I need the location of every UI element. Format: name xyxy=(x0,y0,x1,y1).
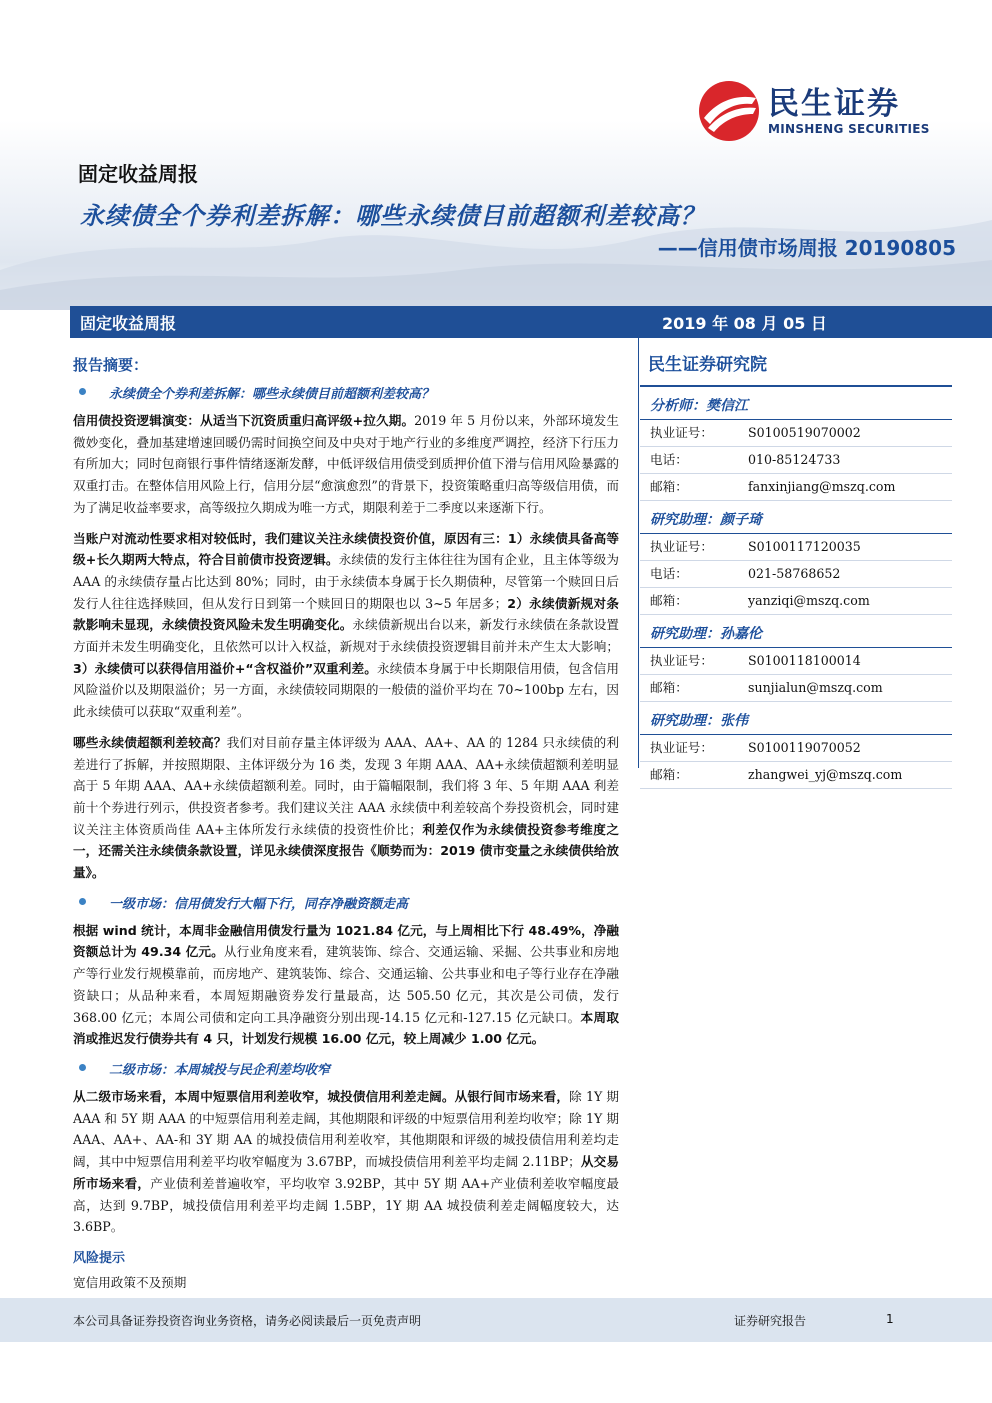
sidebar-divider xyxy=(638,338,639,768)
bullet-heading-3: 二级市场：本周城投与民企利差均收窄 xyxy=(73,1059,619,1078)
paragraph-2: 当账户对流动性要求相对较低时，我们建议关注永续债投资价值，原因有三：1）永续债具备高等级+长久期两大特点，符合目前债市投资逻辑。永续债的发行主体往往为国有企业，且主体等级为 AAA 的永续债存量占比达到 80%；同时，由于永续债本身属于长久期债种，尽管第一个赎回日后发行人往往选择赎回，但从发行日到第一个赎回日的期限也以 3~5 年居多；2）永续债新规对条款影响未显现，永续债投资风险未发生明确变化。永续债新规出台以来，新发行永续债在条款设置方面并未发生明确变化，且依然可以计入权益，新规对于永续债投资逻辑目前并未产生太大影响；3）永续债可以获得信用溢价+“含权溢价”双重利差。永续债本身属于中长期限信用债，包含信用风险溢价以及期限溢价；另一方面，永续债较同期限的一般债的溢价平均在 70~100bp 左右，因此永续债可以获取“双重利差”。 xyxy=(73,530,620,720)
document-type: 固定收益周报 xyxy=(78,162,198,186)
risk-text: 宽信用政策不及预期 xyxy=(73,1274,187,1290)
summary-heading: 报告摘要： xyxy=(73,356,149,374)
info-row: 邮箱： zhangwei_yj@mszq.com xyxy=(640,762,952,789)
info-row: 邮箱： yanziqi@mszq.com xyxy=(640,588,952,615)
bullet-heading-1: 永续债全个券利差拆解：哪些永续债目前超额利差较高？ xyxy=(73,383,619,402)
analyst-sidebar xyxy=(640,338,952,789)
paragraph-3: 哪些永续债超额利差较高？我们对目前存量主体评级为 AAA、AA+、AA 的 1284 只永续债的利差进行了拆解，并按照期限、主体评级分为 16 类，发现 3 年期 AAA、AA+永续债超额利差明显高于 5 年期 AAA、AA+永续债超额利差。同时，由于篇幅限制，我们将 3 年、5 年期 AAA 利差前十个券进行列示，供投资者参考。我们建议关注 AAA 永续债中利差较高个券投资机会，同时建议关注主体资质尚佳 AA+主体所发行永续债的投资性价比；利差仅作为永续债投资参考维度之一，还需关注永续债条款设置，详见永续债深度报告《顺势而为：2019 债市变量之永续债供给放量》。 xyxy=(73,734,620,881)
paragraph-5: 从二级市场来看，本周中短票信用利差收窄，城投债信用利差走阔。从银行间市场来看，除 1Y 期 AAA 和 5Y 期 AAA 的中短票信用利差走阔，其他期限和评级的中短票信用利差均收窄；除 1Y 期 AAA、AA+、AA-和 3Y 期 AA 的城投债信用利差收窄，其他期限和评级的城投债信用利差均走阔，其中中短票信用利差平均收窄幅度为 3.67BP，而城投债信用利差平均走阔 2.11BP；从交易所市场来看，产业债利差普遍收窄，平均收窄 3.92BP，其中 5Y 期 AA+产业债利差收窄幅度最高，达到 9.7BP，城投债信用利差平均走阔 1.5BP，1Y 期 AA 城投债利差走阔幅度较大，达 3.6BP。 xyxy=(73,1088,620,1235)
info-row: 执业证号： S0100118100014 xyxy=(640,648,952,675)
report-subtitle: ——信用债市场周报 20190805 xyxy=(657,236,956,260)
assistant-name: 研究助理：颜子琦 xyxy=(640,501,952,534)
info-row: 邮箱： sunjialun@mszq.com xyxy=(640,675,952,702)
band-date: 2019 年 08 月 05 日 xyxy=(662,314,827,333)
risk-heading: 风险提示 xyxy=(73,1250,126,1266)
header-band xyxy=(70,306,992,338)
page-number: 1 xyxy=(886,1312,894,1326)
report-title: 永续债全个券利差拆解：哪些永续债目前超额利差较高？ xyxy=(80,202,705,230)
minsheng-logo-icon xyxy=(696,78,762,144)
bullet-heading-2: 一级市场：信用债发行大幅下行，同存净融资额走高 xyxy=(73,893,619,912)
info-row: 执业证号： S0100519070002 xyxy=(640,420,952,447)
email-link[interactable]: fanxinjiang@mszq.com xyxy=(748,479,896,494)
institute-name: 民生证券研究院 xyxy=(640,338,952,387)
email-link[interactable]: sunjialun@mszq.com xyxy=(748,680,883,695)
info-row: 电话： 021-58768652 xyxy=(640,561,952,588)
summary-column xyxy=(73,350,619,1291)
logo-english-name: MINSHENG SECURITIES xyxy=(768,122,930,136)
analyst-name: 分析师：樊信江 xyxy=(640,387,952,420)
company-logo xyxy=(696,78,930,144)
info-row: 电话： 010-85124733 xyxy=(640,447,952,474)
footer-report-type: 证券研究报告 xyxy=(734,1314,807,1328)
info-row: 执业证号： S0100117120035 xyxy=(640,534,952,561)
assistant-name: 研究助理：张伟 xyxy=(640,702,952,735)
paragraph-4: 根据 wind 统计，本周非金融信用债发行量为 1021.84 亿元，与上周相比下行 48.49%，净融资额总计为 49.34 亿元。从行业角度来看，建筑装饰、综合、交通运输、采掘、公共事业和房地产等行业发行规模靠前，而房地产、建筑装饰、综合、交通运输、公共事业和电子等行业存在净融资缺口；从品种来看，本周短期融资券发行量最高，达 505.50 亿元，其次是公司债，发行 368.00 亿元；本周公司债和定向工具净融资分别出现-14.15 亿元和-127.15 亿元缺口。本周取消或推迟发行债券共有 4 只，计划发行规模 16.00 亿元，较上周减少 1.00 亿元。 xyxy=(73,922,620,1047)
assistant-name: 研究助理：孙嘉伦 xyxy=(640,615,952,648)
paragraph-1: 信用债投资逻辑演变：从适当下沉资质重归高评级+拉久期。2019 年 5 月份以来，外部环境发生微妙变化，叠加基建增速回暖仍需时间换空间及中央对于地产行业的多维度严调控，经济下行压力有所加大；同时包商银行事件情绪逐渐发酵，中低评级信用债受到质押价值下滑与信用风险暴露的双重打击。在整体信用风险上行，信用分层“愈演愈烈”的背景下，投资策略重归高等级信用债，而为了满足收益率要求，高等级拉久期成为唯一方式，期限利差于二季度以来逐渐下行。 xyxy=(73,413,619,515)
info-row: 邮箱： fanxinjiang@mszq.com xyxy=(640,474,952,501)
info-row: 执业证号： S0100119070052 xyxy=(640,735,952,762)
band-category: 固定收益周报 xyxy=(80,314,177,333)
email-link[interactable]: zhangwei_yj@mszq.com xyxy=(748,767,903,782)
logo-chinese-name: 民生证券 xyxy=(768,86,900,122)
footer-disclaimer: 本公司具备证券投资咨询业务资格，请务必阅读最后一页免责声明 xyxy=(73,1314,422,1328)
email-link[interactable]: yanziqi@mszq.com xyxy=(748,593,870,608)
